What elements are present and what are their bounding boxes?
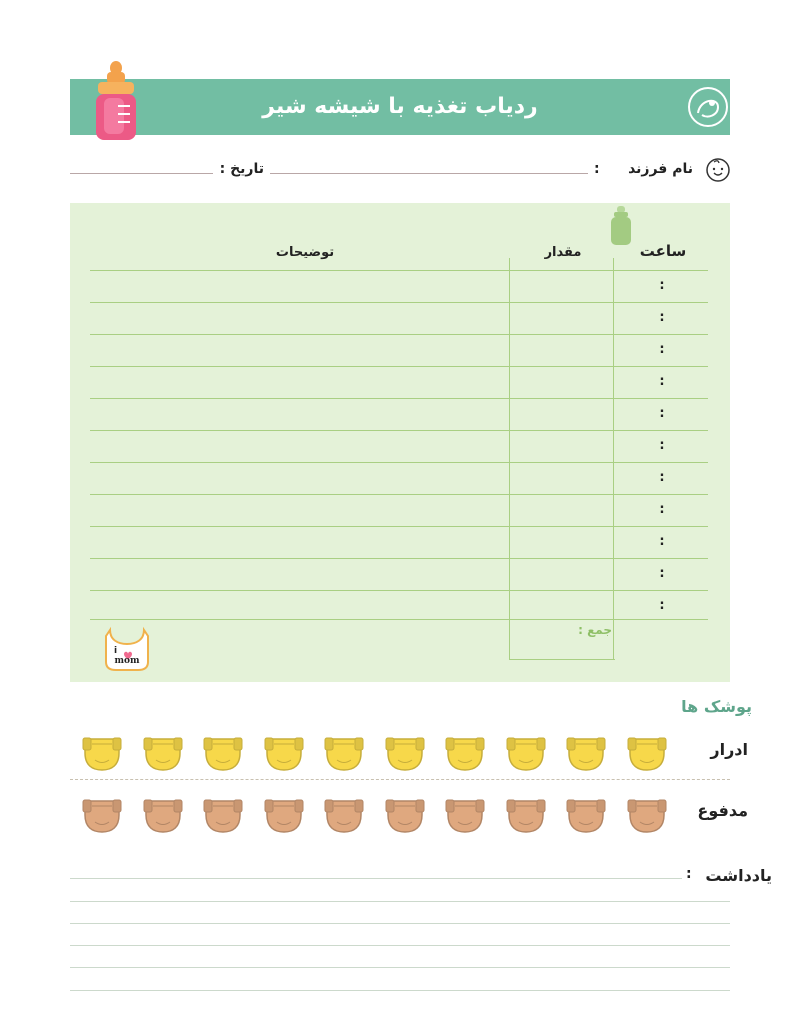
note-line[interactable] bbox=[70, 990, 730, 991]
wet-row-label: ادرار bbox=[710, 740, 748, 759]
time-cell[interactable]: : bbox=[659, 438, 665, 453]
note-line[interactable] bbox=[70, 923, 730, 924]
page-title: ردیاب تغذیه با شیشه شیر bbox=[262, 94, 538, 119]
note-line[interactable] bbox=[70, 901, 730, 902]
table-row-line bbox=[90, 494, 708, 495]
date-field[interactable] bbox=[70, 173, 213, 174]
wet-diaper-checkbox[interactable] bbox=[264, 735, 304, 773]
table-row-line bbox=[90, 302, 708, 303]
child-name-field[interactable] bbox=[270, 173, 588, 174]
notes-label: یادداشت bbox=[705, 866, 772, 885]
amount-col-left-line bbox=[509, 258, 510, 660]
date-label: تاریخ : bbox=[219, 161, 264, 177]
baby-face-icon bbox=[705, 157, 731, 183]
dirty-diaper-checkbox[interactable] bbox=[627, 797, 667, 835]
table-row-line bbox=[90, 462, 708, 463]
dirty-row-label: مدفوع bbox=[697, 801, 748, 820]
notes-colon: : bbox=[686, 866, 692, 882]
col-amount-header: مقدار bbox=[544, 245, 582, 260]
col-time-header: ساعت bbox=[639, 242, 687, 260]
time-cell[interactable]: : bbox=[659, 598, 665, 613]
baby-bottle-icon bbox=[88, 60, 144, 142]
wet-diaper-checkbox[interactable] bbox=[143, 735, 183, 773]
time-cell[interactable]: : bbox=[659, 310, 665, 325]
feeding-table-panel bbox=[70, 203, 730, 682]
table-row-line bbox=[90, 619, 708, 620]
dirty-diaper-checkbox[interactable] bbox=[506, 797, 546, 835]
dirty-diaper-checkbox[interactable] bbox=[82, 797, 122, 835]
dirty-diaper-checkbox[interactable] bbox=[203, 797, 243, 835]
wet-diaper-checkbox[interactable] bbox=[445, 735, 485, 773]
table-row-line bbox=[90, 366, 708, 367]
dirty-diaper-checkbox[interactable] bbox=[445, 797, 485, 835]
wet-diaper-checkbox[interactable] bbox=[506, 735, 546, 773]
wet-diaper-checkbox[interactable] bbox=[566, 735, 606, 773]
dirty-diaper-checkbox[interactable] bbox=[566, 797, 606, 835]
wet-diaper-checkbox[interactable] bbox=[385, 735, 425, 773]
bib-text-i: i bbox=[114, 646, 118, 656]
wet-diaper-checkbox[interactable] bbox=[82, 735, 122, 773]
small-bottle-icon bbox=[608, 206, 634, 246]
bib-icon bbox=[104, 626, 150, 672]
sum-label: جمع : bbox=[578, 623, 612, 637]
diaper-divider bbox=[70, 779, 730, 780]
bib-text-mom: mom bbox=[114, 656, 140, 666]
child-name-label: نام فرزند bbox=[628, 161, 693, 177]
child-name-colon: : bbox=[594, 161, 600, 177]
wet-diaper-checkbox[interactable] bbox=[324, 735, 364, 773]
table-row-line bbox=[90, 430, 708, 431]
note-line[interactable] bbox=[70, 967, 730, 968]
diapers-section-title: پوشک ها bbox=[681, 697, 752, 716]
table-row-line bbox=[90, 558, 708, 559]
time-cell[interactable]: : bbox=[659, 406, 665, 421]
table-row-line bbox=[90, 334, 708, 335]
note-line[interactable] bbox=[70, 945, 730, 946]
note-line[interactable] bbox=[70, 878, 682, 879]
table-row-line bbox=[90, 590, 708, 591]
time-cell[interactable]: : bbox=[659, 534, 665, 549]
time-cell[interactable]: : bbox=[659, 374, 665, 389]
table-row-line bbox=[90, 270, 708, 271]
logo-icon bbox=[684, 83, 732, 131]
time-cell[interactable]: : bbox=[659, 278, 665, 293]
time-cell[interactable]: : bbox=[659, 502, 665, 517]
wet-diaper-checkbox[interactable] bbox=[203, 735, 243, 773]
dirty-diaper-checkbox[interactable] bbox=[385, 797, 425, 835]
table-row-line bbox=[90, 398, 708, 399]
dirty-diaper-checkbox[interactable] bbox=[264, 797, 304, 835]
sum-box-bottom-line bbox=[509, 659, 615, 660]
time-cell[interactable]: : bbox=[659, 566, 665, 581]
amount-col-right-line bbox=[613, 258, 614, 660]
table-row-line bbox=[90, 526, 708, 527]
dirty-diaper-checkbox[interactable] bbox=[143, 797, 183, 835]
wet-diaper-checkbox[interactable] bbox=[627, 735, 667, 773]
col-notes-header: توضیحات bbox=[275, 245, 335, 260]
dirty-diaper-checkbox[interactable] bbox=[324, 797, 364, 835]
time-cell[interactable]: : bbox=[659, 470, 665, 485]
time-cell[interactable]: : bbox=[659, 342, 665, 357]
